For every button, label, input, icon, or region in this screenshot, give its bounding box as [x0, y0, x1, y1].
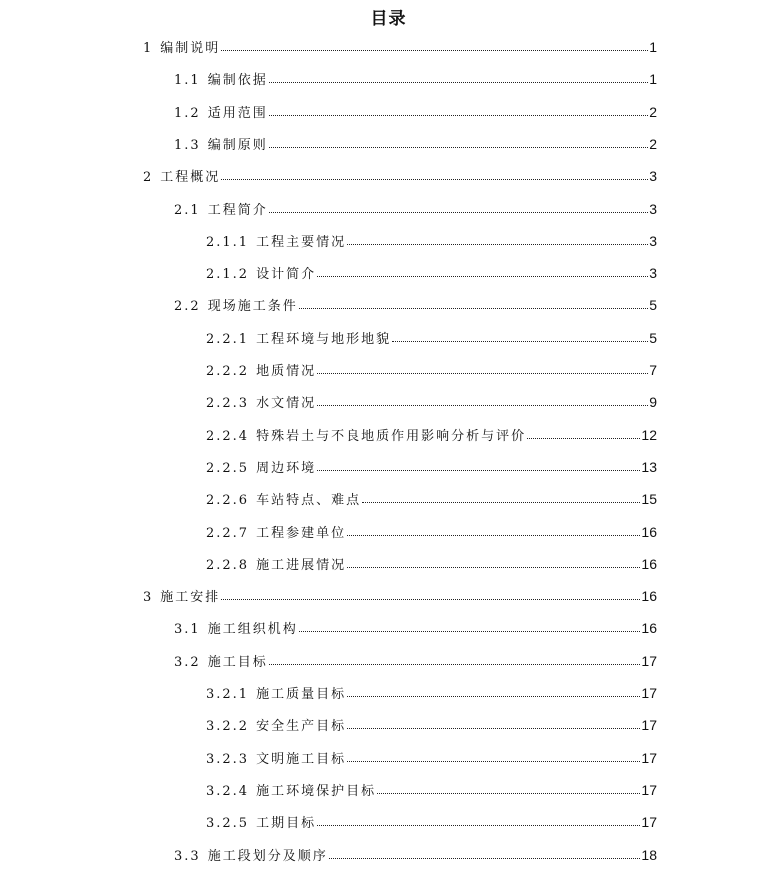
toc-entry-page-number: 16: [641, 555, 657, 572]
toc-entry-title: 水文情况: [256, 396, 317, 412]
toc-entry[interactable]: [174, 134, 657, 154]
toc-entry-page-number: 16: [641, 620, 657, 637]
toc-entry-title: 特殊岩土与不良地质作用影响分析与评价: [256, 428, 527, 444]
dot-leader: [299, 297, 648, 309]
dot-leader: [362, 491, 640, 503]
page-title: 目录: [370, 9, 407, 29]
toc-entry-title: 适用范围: [207, 105, 268, 121]
toc-entry-title: 施工质量目标: [256, 687, 347, 702]
dot-leader: [347, 750, 640, 762]
toc-entry-page-number: 16: [641, 523, 657, 540]
toc-entry-title: 施工环境保护目标: [256, 783, 377, 799]
toc-entry-number: 2.2.2: [206, 364, 250, 379]
toc-entry-page-number: 17: [641, 814, 657, 831]
toc-entry-page-number: 18: [641, 846, 657, 863]
toc-entry-page-number: 13: [641, 458, 657, 475]
toc-entry-title: 文明施工目标: [256, 751, 347, 767]
dot-leader: [347, 685, 640, 697]
toc-entry[interactable]: [174, 618, 657, 638]
toc-entry-title: 工程环境与地形地貌: [256, 331, 392, 347]
toc-entry-page-number: 17: [641, 749, 657, 766]
toc-entry-number: 3.2.4: [206, 783, 250, 799]
toc-entry[interactable]: [206, 780, 657, 800]
toc-entry[interactable]: [206, 683, 657, 703]
dot-leader: [221, 39, 648, 51]
toc-entry-page-number: 5: [649, 329, 657, 346]
toc-entry[interactable]: [206, 328, 657, 348]
toc-entry-number: 3.2.3: [206, 751, 250, 767]
toc-entry[interactable]: [174, 199, 657, 219]
toc-entry-page-number: 5: [649, 297, 657, 314]
toc-entry-page-number: 17: [641, 717, 657, 734]
toc-entry-number: 3.2.5: [206, 816, 250, 832]
toc-entry-title: 编制依据: [207, 73, 268, 89]
toc-entry[interactable]: [143, 166, 657, 186]
toc-entry[interactable]: [206, 489, 657, 509]
toc-entry-number: 3.1: [174, 622, 201, 638]
toc-entry-number: 1: [143, 41, 154, 56]
toc-entry-title: 地质情况: [256, 364, 317, 379]
toc-entry[interactable]: [206, 263, 657, 283]
toc-entry-title: 施工段划分及顺序: [207, 848, 328, 864]
toc-entry-page-number: 9: [649, 394, 657, 411]
toc-entry-number: 2.1.2: [206, 267, 250, 283]
toc-entry-page-number: 3: [649, 265, 657, 282]
dot-leader: [317, 814, 640, 826]
toc-entry-page-number: 17: [641, 652, 657, 669]
toc-entry-title: 车站特点、难点: [256, 493, 362, 509]
dot-leader: [347, 717, 640, 729]
dot-leader: [269, 201, 648, 213]
toc-entry-number: 2.2: [174, 299, 201, 315]
toc-entry-title: 现场施工条件: [207, 299, 298, 315]
toc-entry[interactable]: [206, 231, 657, 251]
toc-entry-number: 2.2.8: [206, 557, 250, 573]
toc-entry-title: 周边环境: [256, 460, 317, 476]
toc-entry-page-number: 3: [649, 168, 657, 185]
toc-entry-page-number: 1: [649, 39, 657, 55]
toc-entry-number: 2: [143, 170, 154, 186]
toc-entry-page-number: 3: [649, 200, 657, 217]
toc-entry-number: 1.3: [174, 137, 201, 153]
toc-entry-page-number: 16: [641, 588, 657, 605]
toc-entry[interactable]: [206, 392, 657, 412]
dot-leader: [392, 330, 648, 342]
toc-entry-number: 3.2.1: [206, 687, 250, 702]
toc-entry-title: 施工进展情况: [256, 557, 347, 573]
dot-leader: [269, 71, 648, 83]
toc-entry-number: 3: [143, 590, 154, 606]
toc-entry-title: 设计简介: [256, 267, 317, 283]
dot-leader: [221, 168, 648, 180]
toc-entry-title: 施工安排: [160, 590, 221, 606]
toc-entry-page-number: 15: [641, 491, 657, 508]
toc-entry[interactable]: [206, 812, 657, 832]
toc-entry-title: 施工目标: [207, 654, 268, 670]
dot-leader: [317, 459, 640, 471]
dot-leader: [269, 653, 641, 665]
toc-entry-title: 编制说明: [160, 41, 221, 56]
toc-entry-number: 2.2.1: [206, 331, 250, 347]
toc-entry-page-number: 1: [649, 71, 657, 88]
dot-leader: [347, 524, 640, 536]
toc-entry[interactable]: [174, 69, 657, 89]
toc-entry-page-number: 2: [649, 135, 657, 152]
toc-entry[interactable]: [143, 586, 657, 606]
toc-entry-number: 1.2: [174, 105, 201, 121]
toc-entry[interactable]: [206, 522, 657, 542]
toc-entry[interactable]: [174, 102, 657, 122]
toc-entry-title: 工程简介: [207, 202, 268, 218]
toc-entry-title: 工程概况: [160, 170, 221, 186]
toc-entry-number: 2.1.1: [206, 234, 250, 250]
toc-entry-title: 工程参建单位: [256, 525, 347, 541]
toc-entry-number: 1.1: [174, 73, 201, 89]
toc-entry[interactable]: [174, 295, 657, 315]
toc-entry-number: 2.2.6: [206, 493, 250, 509]
toc-entry-title: 工程主要情况: [256, 234, 347, 250]
toc-entry[interactable]: [206, 457, 657, 477]
toc-entry[interactable]: [206, 715, 657, 735]
toc-entry-number: 2.1: [174, 202, 201, 218]
dot-leader: [317, 362, 648, 374]
toc-entry[interactable]: [206, 748, 657, 768]
dot-leader: [377, 782, 640, 794]
toc-entry[interactable]: [143, 37, 657, 57]
toc-entry-title: 工期目标: [256, 816, 317, 832]
dot-leader: [299, 620, 641, 632]
toc-entry-page-number: 2: [649, 103, 657, 120]
toc-entry-page-number: 17: [641, 685, 657, 701]
toc-entry-title: 编制原则: [207, 137, 268, 153]
toc-entry-page-number: 17: [641, 781, 657, 798]
toc-entry-page-number: 12: [641, 426, 657, 443]
dot-leader: [317, 265, 648, 277]
toc-entry-number: 2.2.3: [206, 396, 250, 412]
dot-leader: [347, 233, 648, 245]
dot-leader: [527, 427, 640, 439]
toc-entry-page-number: 3: [649, 232, 657, 249]
toc-entry-number: 3.3: [174, 848, 201, 864]
dot-leader: [269, 136, 648, 148]
toc-entry-title: 安全生产目标: [256, 719, 347, 735]
toc-entry-number: 2.2.5: [206, 460, 250, 476]
toc-entry-number: 2.2.7: [206, 525, 250, 541]
dot-leader: [329, 847, 641, 859]
toc-entry-title: 施工组织机构: [207, 622, 298, 638]
toc-entry[interactable]: [206, 360, 657, 380]
toc-entry[interactable]: [206, 554, 657, 574]
toc-entry-number: 2.2.4: [206, 428, 250, 444]
dot-leader: [269, 104, 648, 116]
toc-entry[interactable]: [174, 651, 657, 671]
toc-entry-number: 3.2.2: [206, 719, 250, 735]
toc-entry-number: 3.2: [174, 654, 201, 670]
dot-leader: [347, 556, 640, 568]
dot-leader: [221, 588, 640, 600]
toc-entry[interactable]: [206, 425, 657, 445]
dot-leader: [317, 394, 648, 406]
toc-entry-page-number: 7: [649, 362, 657, 378]
toc-entry[interactable]: [174, 845, 657, 865]
